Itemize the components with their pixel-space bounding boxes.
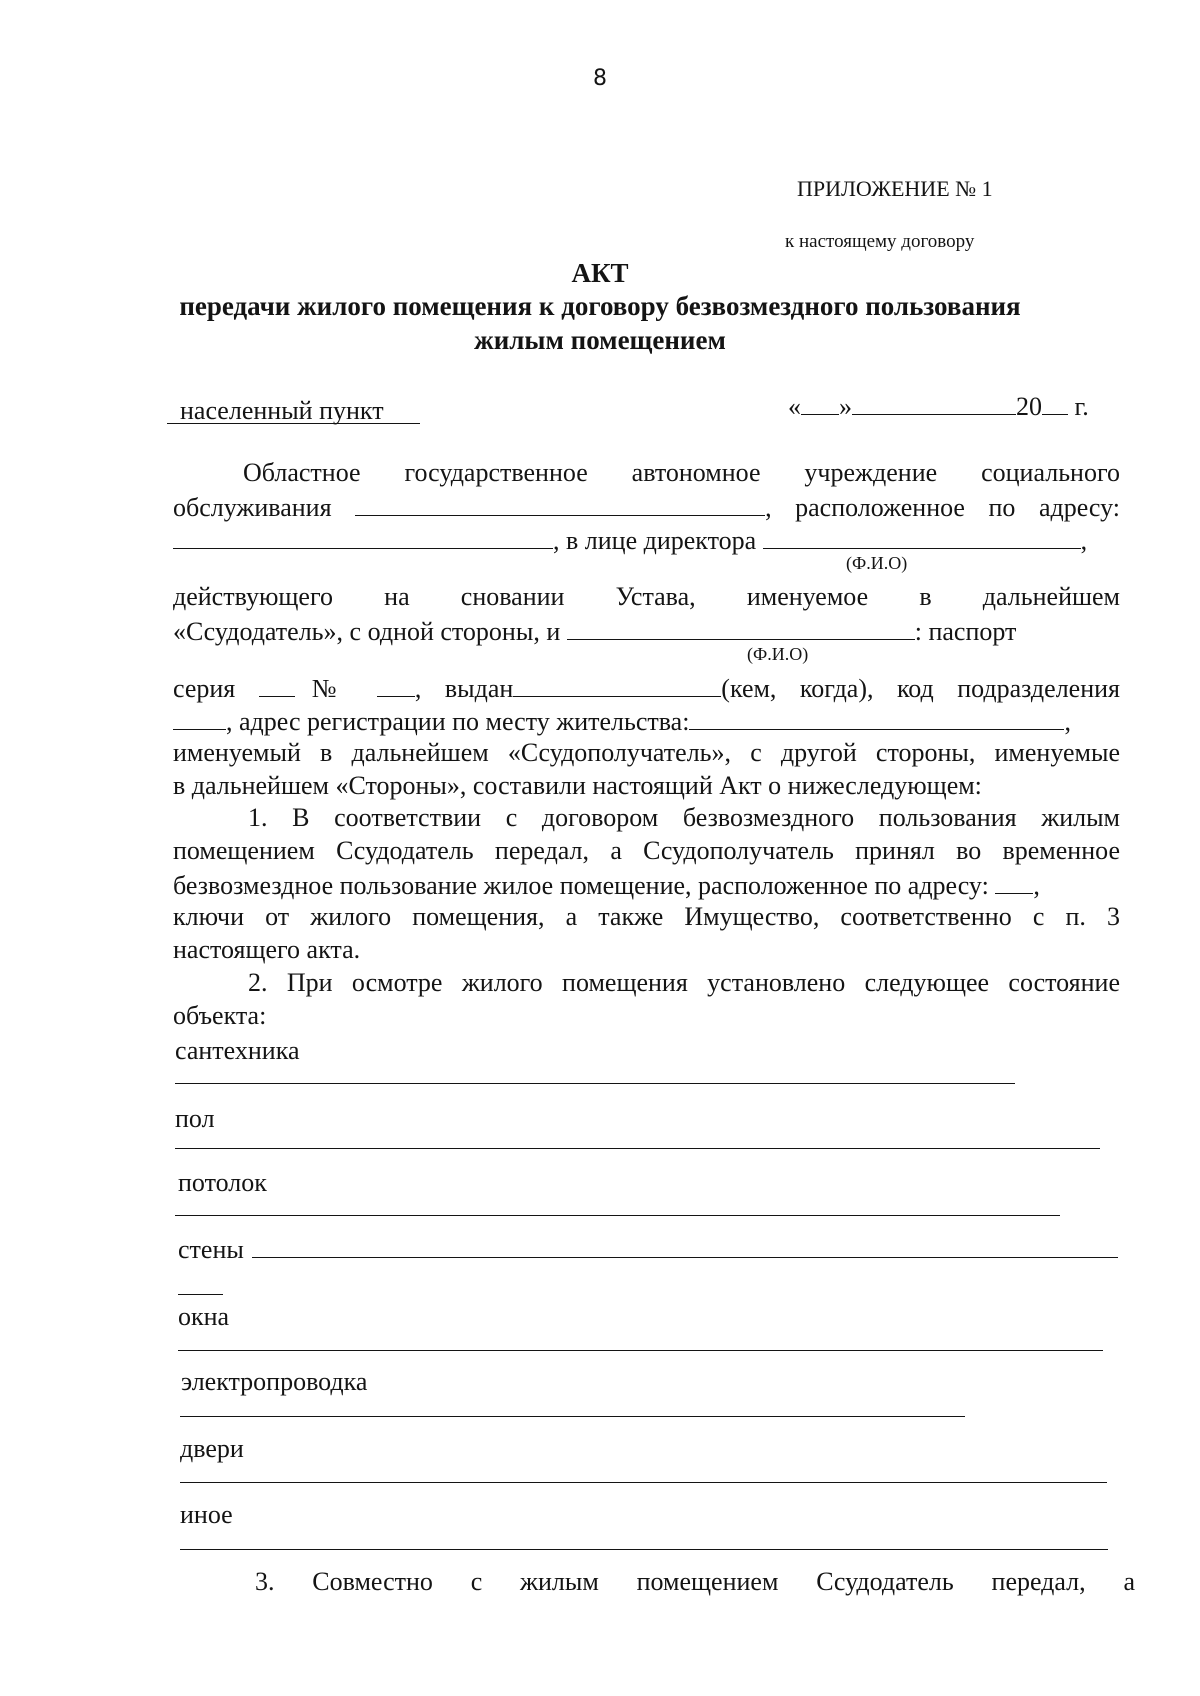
intro-line-1: Областное государственное автономное учреждение социального: [243, 458, 1120, 487]
condition-label-floor: пол: [175, 1104, 215, 1133]
date-open: «: [788, 392, 801, 421]
series-blank: [259, 672, 295, 697]
fio-caption-1: (Ф.И.О): [846, 553, 908, 573]
place-underline: [167, 423, 420, 424]
month-blank: [852, 390, 1016, 415]
intro-line-8: именуемый в дальнейшем «Ссудополучатель», с другой стороны, именуемые: [173, 738, 1120, 767]
document-title-line3: жилым помещением: [474, 325, 726, 355]
property-address-blank: [995, 869, 1033, 894]
appendix-subtitle: к настоящему договору: [785, 231, 975, 252]
year-prefix: 20: [1016, 392, 1042, 421]
borrower-blank: [567, 615, 915, 640]
condition-line-doors: [180, 1482, 1107, 1483]
clause1-line-2: помещением Ссудодатель передал, а Ссудополучатель принял во временное: [173, 836, 1120, 865]
division-code-blank: [173, 705, 226, 730]
condition-line-wiring: [180, 1416, 965, 1417]
date-close: »: [839, 392, 852, 421]
condition-label-other: иное: [180, 1500, 233, 1529]
clause3-line-1: 3. Совместно с жилым помещением Ссудодатель передал, а: [255, 1567, 1135, 1596]
year-suffix: г.: [1074, 392, 1089, 421]
issued-blank: [513, 672, 721, 697]
condition-line-ceiling: [175, 1215, 1060, 1216]
org-name-blank: [355, 491, 765, 516]
number-blank: [377, 672, 415, 697]
intro-line-2: обслуживания , расположенное по адресу:: [173, 493, 1120, 522]
clause2-line-2: объекта:: [173, 1001, 267, 1030]
condition-line-plumbing: [175, 1083, 1015, 1084]
intro-line-3: , в лице директора ,: [173, 524, 1087, 556]
condition-label-wiring: электропроводка: [181, 1367, 368, 1396]
intro-line-5: «Ссудодатель», с одной стороны, и : паспорт: [173, 617, 1017, 646]
registration-address-blank: [689, 705, 1064, 730]
address-blank: [173, 524, 553, 549]
clause1-line-5: настоящего акта.: [173, 935, 361, 964]
intro-line-6: серия № , выдан (кем, когда), код подразделения: [173, 674, 1120, 703]
intro-line-9: в дальнейшем «Стороны», составили настоящий Акт о нижеследующем:: [173, 771, 982, 800]
intro-line-4: действующего на сновании Устава, именуемое в дальнейшем: [173, 582, 1120, 611]
document-title-line2: передачи жилого помещения к договору безвозмездного пользования: [179, 291, 1021, 321]
clause1-line-4: ключи от жилого помещения, а также Имущество, соответственно с п. 3: [173, 902, 1120, 931]
place-label: населенный пункт: [180, 396, 384, 425]
condition-label-windows: окна: [178, 1302, 230, 1331]
condition-line-windows: [178, 1350, 1103, 1351]
year-blank: [1042, 390, 1068, 415]
date-field: [788, 390, 1089, 422]
day-blank: [801, 390, 839, 415]
condition-label-walls: стены: [178, 1235, 244, 1264]
intro-line-7: , адрес регистрации по месту жительства: ,: [173, 705, 1071, 737]
condition-line-floor: [175, 1148, 1100, 1149]
appendix-label: ПРИЛОЖЕНИЕ № 1: [797, 176, 993, 201]
condition-label-doors: двери: [180, 1434, 244, 1463]
condition-line-walls-cont: [178, 1294, 223, 1295]
condition-line-walls: [252, 1257, 1118, 1258]
condition-label-ceiling: потолок: [178, 1168, 267, 1197]
document-title: АКТ: [571, 258, 629, 288]
condition-label-plumbing: сантехника: [175, 1036, 300, 1065]
condition-line-other: [180, 1549, 1108, 1550]
fio-caption-2: (Ф.И.О): [747, 644, 809, 664]
clause1-line-1: 1. В соответствии с договором безвозмездного пользования жилым: [248, 803, 1120, 832]
director-blank: [763, 524, 1081, 549]
page-number: 8: [593, 66, 607, 91]
clause2-line-1: 2. При осмотре жилого помещения установлено следующее состояние: [248, 968, 1120, 997]
clause1-line-3: безвозмездное пользование жилое помещение, расположенное по адресу: ,: [173, 871, 1040, 900]
